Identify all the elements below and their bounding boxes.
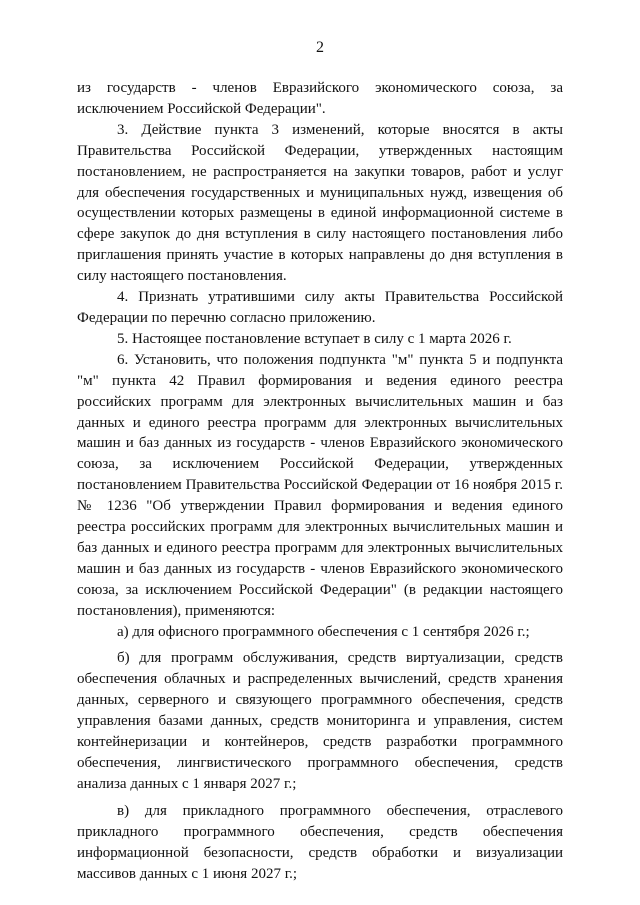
paragraph-item-6-c: в) для прикладного программного обеспечения, отраслевого прикладного программного обеспечения, средств обеспечения информационной безопасности, средств обработки и визуализации массивов данных с 1 июня 2027 г.; <box>77 802 563 882</box>
paragraph-item-3: 3. Действие пункта 3 изменений, которые вносятся в акты Правительства Российской Федерации, утвержденных настоящим постановлением, не распространяется на закупки товаров, работ и услуг для обеспечения государственных и муниципальных нужд, извещения об осуществлении которых размещены в единой информационной системе в сфере закупок до дня вступления в силу настоящего постановления либо приглашения принять участие в которых направлены до дня вступления в силу настоящего постановления. <box>77 121 563 285</box>
document-body <box>77 78 563 884</box>
paragraph-continuation: из государств - членов Евразийского экономического союза, за исключением Российской Федерации". <box>77 80 563 117</box>
paragraph-item-5: 5. Настоящее постановление вступает в силу с 1 марта 2026 г. <box>117 330 512 347</box>
paragraph-item-6-b: б) для программ обслуживания, средств виртуализации, средств обеспечения облачных и распределенных вычислений, средств хранения данных, серверного и связующего программного обеспечения, средств управления базами данных, средств мониторинга и управления, систем контейнеризации и контейнеров, средств разработки программного обеспечения, лингвистического программного обеспечения, средств анализа данных с 1 января 2027 г.; <box>77 650 563 792</box>
page-number: 2 <box>316 39 324 56</box>
paragraph-item-4: 4. Признать утратившими силу акты Правительства Российской Федерации по перечню согласно приложению. <box>77 289 563 326</box>
paragraph-item-6-a: а) для офисного программного обеспечения с 1 сентября 2026 г.; <box>117 623 530 640</box>
paragraph-item-6: 6. Установить, что положения подпункта "м" пункта 5 и подпункта "м" пункта 42 Правил формирования и ведения единого реестра российских программ для электронных вычислительных машин и баз данных и единого реестра программ для электронных вычислительных машин и баз данных из государств - членов Евразийского экономического союза, за исключением Российской Федерации, утвержденных постановлением Правительства Российской Федерации от 16 ноября 2015 г. № 1236 "Об утверждении Правил формирования и ведения единого реестра российских программ для электронных вычислительных машин и баз данных и единого реестра программ для электронных вычислительных машин и баз данных из государств - членов Евразийского экономического союза, за исключением Российской Федерации" (в редакции настоящего постановления), применяются: <box>77 351 563 619</box>
